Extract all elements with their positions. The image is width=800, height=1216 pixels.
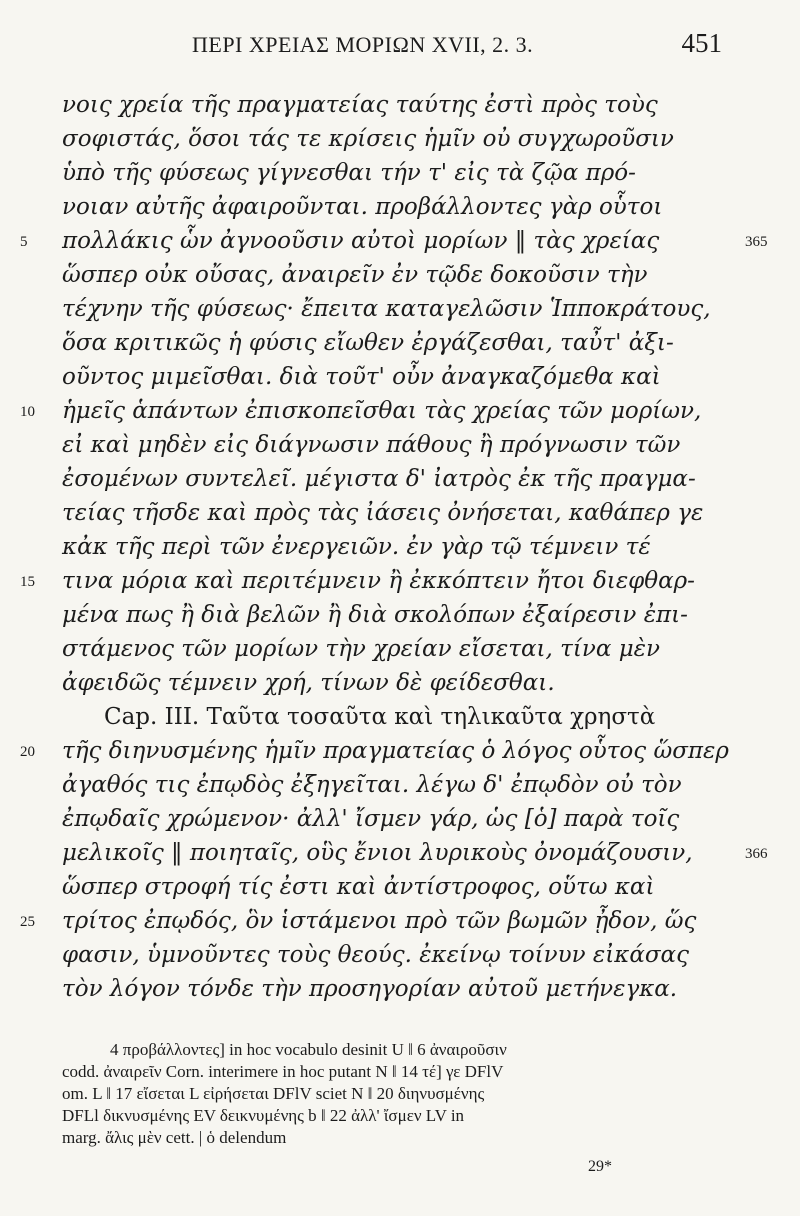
chapter-heading-line: Cap. III. Ταῦτα τοσαῦτα καὶ τηλικαῦτα χρηστὰ xyxy=(104,704,656,730)
text-line: τέχνην τῆς φύσεως· ἔπειτα καταγελῶσιν Ἱπποκράτους, xyxy=(62,296,711,322)
page-header xyxy=(0,28,800,68)
line-number: 5 xyxy=(20,234,28,250)
text-line: ὥσπερ στροφή τίς ἐστι καὶ ἀντίστροφος, οὕτω καὶ xyxy=(62,874,655,900)
text-line: μελικοῖς ‖ ποιηταῖς, οὓς ἔνιοι λυρικοὺς ὀνομάζουσιν, xyxy=(62,840,693,866)
text-line: φασιν, ὑμνοῦντες τοὺς θεούς. ἐκείνῳ τοίνυν εἰκάσας xyxy=(62,942,689,968)
footnote-line: marg. ἄλις μὲν cett. | ὁ delendum xyxy=(62,1128,287,1147)
line-number: 20 xyxy=(20,744,35,760)
text-line: σοφιστάς, ὅσοι τάς τε κρίσεις ἡμῖν οὐ συγχωροῦσιν xyxy=(62,126,674,152)
text-line: στάμενος τῶν μορίων τὴν χρείαν εἴσεται, τίνα μὲν xyxy=(62,636,660,662)
text-line: τρίτος ἐπῳδός, ὃν ἱστάμενοι πρὸ τῶν βωμῶν ᾖδον, ὥς xyxy=(62,908,697,934)
footnote-line: 4 προβάλλοντες] in hoc vocabulo desinit U ‖ 6 ἀναιροῦσιν xyxy=(110,1040,507,1059)
text-line: πολλάκις ὧν ἀγνοοῦσιν αὐτοὶ μορίων ‖ τὰς χρείας xyxy=(62,228,660,254)
text-line: τινα μόρια καὶ περιτέμνειν ἢ ἐκκόπτειν ἤτοι διεφθαρ- xyxy=(62,568,695,594)
text-line: νοις χρεία τῆς πραγματείας ταύτης ἐστὶ πρὸς τοὺς xyxy=(62,92,658,118)
text-line: ἐσομένων συντελεῖ. μέγιστα δ' ἰατρὸς ἐκ τῆς πραγμα- xyxy=(62,466,696,492)
text-line: ἀγαθός τις ἐπῳδὸς ἐξηγεῖται. λέγω δ' ἐπῳδὸν οὐ τὸν xyxy=(62,772,682,798)
line-number: 15 xyxy=(20,574,35,590)
margin-page-reference: 366 xyxy=(745,846,768,862)
footnote-line: DFLl δικνυσμένης EV δεικνυμένης b ‖ 22 ἀλλ' ἴσμεν LV in xyxy=(62,1106,465,1125)
running-title: ΠΕΡΙ ΧΡΕΙΑΣ ΜΟΡΙΩΝ XVII, 2. 3. xyxy=(192,32,534,57)
margin-page-reference: 365 xyxy=(745,234,768,250)
text-line: τείας τῆσδε καὶ πρὸς τὰς ἰάσεις ὀνήσεται, καθάπερ γε xyxy=(62,500,704,526)
line-number: 25 xyxy=(20,914,35,930)
text-line: τὸν λόγον τόνδε τὴν προσηγορίαν αὐτοῦ μετήνεγκα. xyxy=(62,976,678,1002)
text-line: ἐπῳδαῖς χρώμενον· ἀλλ' ἴσμεν γάρ, ὡς [ὁ] παρὰ τοῖς xyxy=(62,806,680,832)
line-number: 10 xyxy=(20,404,35,420)
text-line: ἀφειδῶς τέμνειν χρή, τίνων δὲ φείδεσθαι. xyxy=(62,670,555,696)
text-line: μένα πως ἢ διὰ βελῶν ἢ διὰ σκολόπων ἐξαίρεσιν ἐπι- xyxy=(62,602,688,628)
footnote-line: om. L ‖ 17 εἴσεται L εἰρήσεται DFlV sciet N ‖ 20 διηνυσμένης xyxy=(62,1084,485,1103)
text-line: νοιαν αὐτῆς ἀφαιροῦνται. προβάλλοντες γὰρ οὗτοι xyxy=(62,194,663,220)
text-line: ἡμεῖς ἁπάντων ἐπισκοπεῖσθαι τὰς χρείας τῶν μορίων, xyxy=(62,398,702,424)
signature-mark: 29* xyxy=(588,1158,612,1175)
text-line: ὑπὸ τῆς φύσεως γίγνεσθαι τήν τ' εἰς τὰ ζῷα πρό- xyxy=(62,160,636,186)
footnote-line: codd. ἀναιρεῖν Corn. interimere in hoc putant N ‖ 14 τέ] γε DFlV xyxy=(62,1062,504,1081)
text-line: ὅσα κριτικῶς ἡ φύσις εἴωθεν ἐργάζεσθαι, ταὖτ' ἀξι- xyxy=(62,330,674,356)
text-line: εἰ καὶ μηδὲν εἰς διάγνωσιν πάθους ἢ πρόγνωσιν τῶν xyxy=(62,432,681,458)
page-number: 451 xyxy=(681,28,722,58)
text-line: κἀκ τῆς περὶ τῶν ἐνεργειῶν. ἐν γὰρ τῷ τέμνειν τέ xyxy=(62,534,651,560)
text-line: τῆς διηνυσμένης ἡμῖν πραγματείας ὁ λόγος οὗτος ὥσπερ xyxy=(62,738,729,764)
text-line: ὥσπερ οὐκ οὔσας, ἀναιρεῖν ἐν τῷδε δοκοῦσιν τὴν xyxy=(62,262,648,288)
text-line: οῦντος μιμεῖσθαι. διὰ τοῦτ' οὖν ἀναγκαζόμεθα καὶ xyxy=(62,364,661,390)
